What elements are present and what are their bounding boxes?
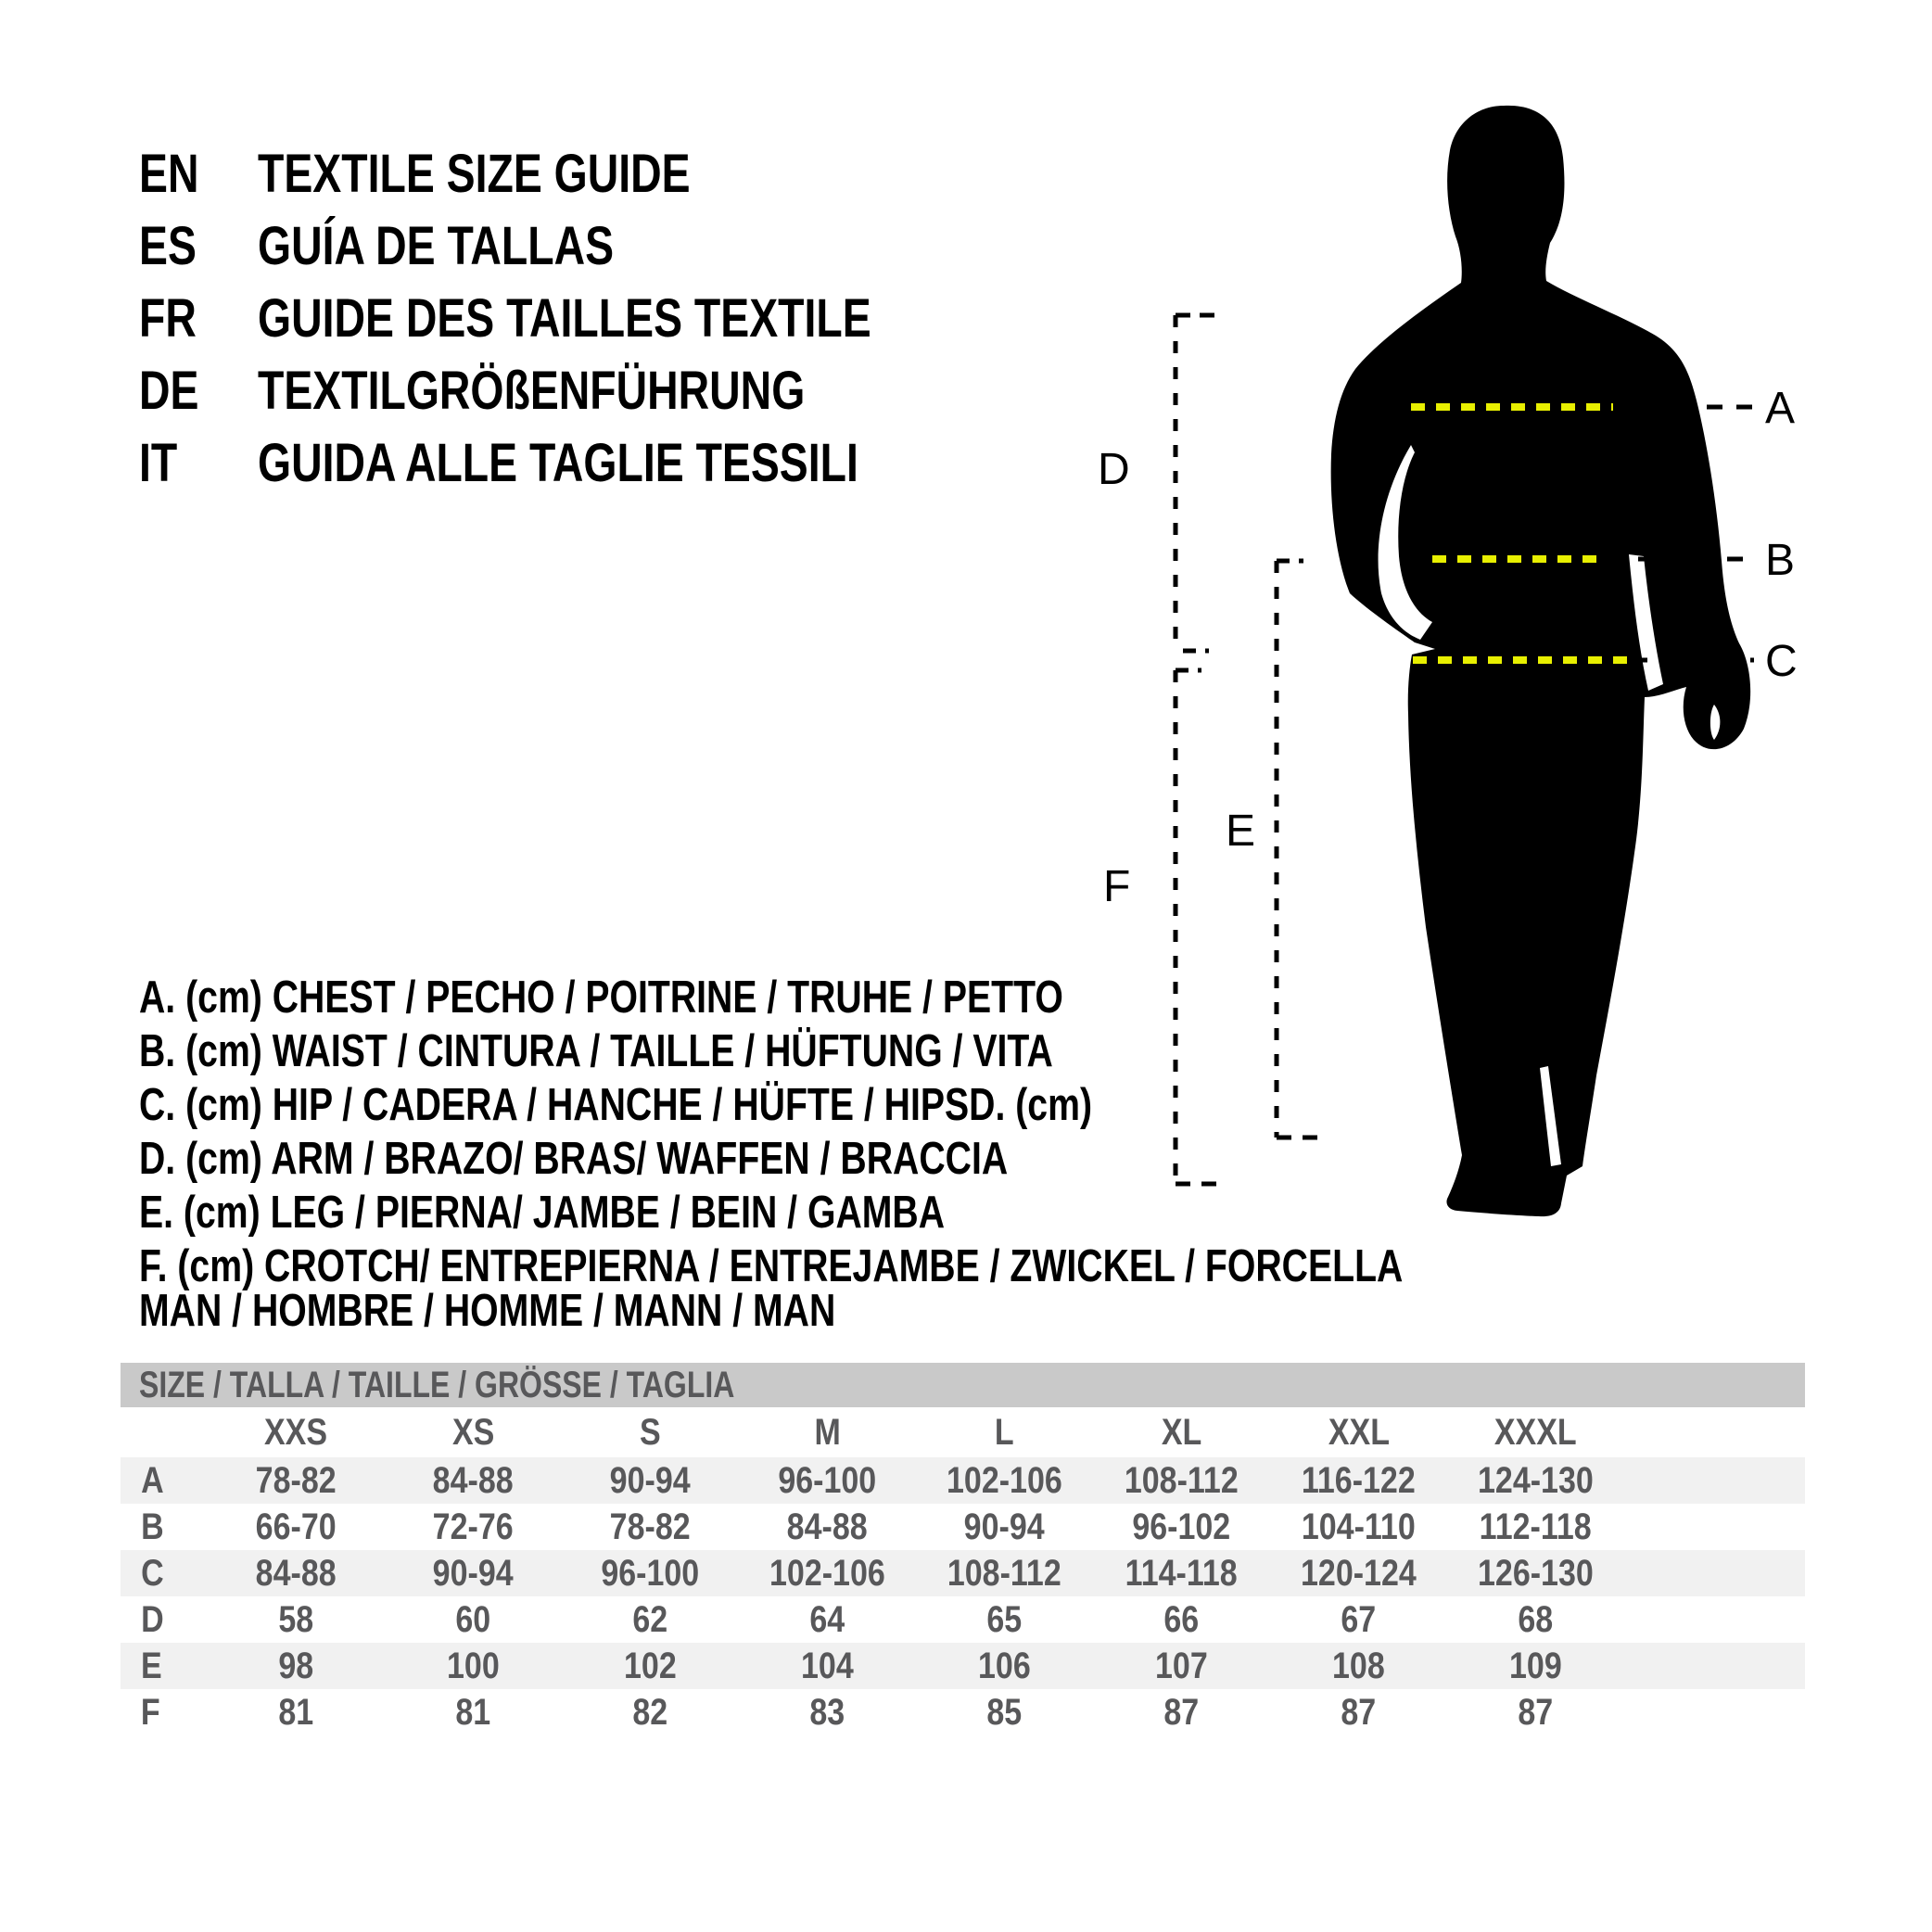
- value-text: 81: [455, 1691, 491, 1733]
- size-column-header-text: XXS: [264, 1411, 328, 1453]
- legend-line: [139, 1024, 1719, 1078]
- value-cell: [1270, 1553, 1447, 1595]
- value-cell: [1093, 1646, 1270, 1687]
- row-label: [121, 1506, 208, 1548]
- size-column-header-text: XXL: [1328, 1411, 1390, 1453]
- value-text: 98: [278, 1645, 314, 1686]
- measure-label-f: F: [1103, 862, 1131, 911]
- language-code: [139, 143, 258, 205]
- legend-line-text: E. (cm) LEG / PIERNA/ JAMBE / BEIN / GAMBA: [139, 1188, 946, 1238]
- size-table: [121, 1363, 1805, 1735]
- value-cell: [916, 1506, 1093, 1548]
- value-cell: [1270, 1460, 1447, 1502]
- language-title-text: GUIDE DES TAILLES TEXTILE: [258, 287, 871, 349]
- size-column-header-text: XL: [1161, 1411, 1202, 1453]
- row-label-text: B: [141, 1506, 164, 1547]
- row-label-text: C: [141, 1552, 164, 1594]
- value-cell: [385, 1506, 562, 1548]
- value-text: 106: [978, 1645, 1031, 1686]
- legend-line: [139, 1132, 1719, 1186]
- value-cell: [1447, 1506, 1624, 1548]
- value-cell: [916, 1692, 1093, 1734]
- value-cell: [208, 1599, 385, 1641]
- value-text: 96-100: [778, 1459, 877, 1501]
- size-column-header-text: S: [640, 1411, 661, 1453]
- size-table-title: SIZE / TALLA / TAILLE / GRÖSSE / TAGLIA: [139, 1364, 735, 1405]
- value-cell: [562, 1646, 739, 1687]
- value-text: 124-130: [1478, 1459, 1594, 1501]
- category-line: [139, 1284, 1010, 1338]
- value-cell: [385, 1460, 562, 1502]
- value-cell: [739, 1646, 916, 1687]
- value-text: 107: [1155, 1645, 1208, 1686]
- value-text: 102: [624, 1645, 677, 1686]
- value-text: 87: [1518, 1691, 1554, 1733]
- measure-label-a: A: [1765, 384, 1796, 433]
- size-column-header: [1093, 1412, 1270, 1454]
- value-text: 100: [447, 1645, 500, 1686]
- value-cell: [562, 1553, 739, 1595]
- size-column-header: [385, 1412, 562, 1454]
- language-code: [139, 215, 258, 277]
- value-cell: [916, 1599, 1093, 1641]
- value-text: 58: [278, 1598, 314, 1640]
- size-column-header: [739, 1412, 916, 1454]
- value-cell: [916, 1646, 1093, 1687]
- language-title-text: TEXTILE SIZE GUIDE: [258, 143, 691, 204]
- language-title: [258, 432, 1009, 494]
- language-code-text: ES: [139, 215, 197, 276]
- legend-line-text: B. (cm) WAIST / CINTURA / TAILLE / HÜFTUNG / VITA: [139, 1026, 1053, 1076]
- value-cell: [385, 1553, 562, 1595]
- language-row: [139, 137, 1024, 210]
- value-cell: [1093, 1692, 1270, 1734]
- legend-line: [139, 1078, 1719, 1132]
- measurement-legend: [139, 971, 1719, 1293]
- table-row: [121, 1689, 1805, 1735]
- value-cell: [739, 1692, 916, 1734]
- size-column-header-text: M: [814, 1411, 841, 1453]
- table-row: [121, 1457, 1805, 1504]
- value-text: 109: [1509, 1645, 1562, 1686]
- legend-line-text: C. (cm) HIP / CADERA / HANCHE / HÜFTE / HIPSD. (cm): [139, 1080, 1093, 1130]
- row-label-text: D: [141, 1598, 164, 1640]
- value-text: 84-88: [256, 1552, 337, 1594]
- size-table-body: [121, 1407, 1805, 1735]
- row-label: [121, 1599, 208, 1641]
- language-row: [139, 354, 1024, 426]
- language-row: [139, 426, 1024, 499]
- legend-line: [139, 1186, 1719, 1239]
- language-title-text: GUIDA ALLE TAGLIE TESSILI: [258, 432, 858, 493]
- measure-label-c: C: [1765, 637, 1798, 686]
- legend-line-text: D. (cm) ARM / BRAZO/ BRAS/ WAFFEN / BRACCIA: [139, 1134, 1009, 1184]
- size-column-header: [916, 1412, 1093, 1454]
- value-cell: [562, 1599, 739, 1641]
- size-column-header-text: XXXL: [1494, 1411, 1577, 1453]
- value-text: 81: [278, 1691, 314, 1733]
- value-text: 104-110: [1302, 1506, 1416, 1547]
- value-text: 90-94: [433, 1552, 514, 1594]
- language-title: [258, 143, 798, 205]
- value-text: 85: [986, 1691, 1023, 1733]
- value-cell: [1093, 1599, 1270, 1641]
- table-row: [121, 1643, 1805, 1689]
- row-label-text: A: [141, 1459, 164, 1501]
- legend-line: [139, 971, 1719, 1024]
- value-cell: [1093, 1506, 1270, 1548]
- value-text: 96-102: [1132, 1506, 1231, 1547]
- value-text: 84-88: [433, 1459, 514, 1501]
- value-text: 96-100: [601, 1552, 700, 1594]
- value-cell: [1447, 1646, 1624, 1687]
- row-label: [121, 1692, 208, 1734]
- measure-label-b: B: [1765, 536, 1796, 585]
- value-cell: [739, 1460, 916, 1502]
- value-cell: [916, 1553, 1093, 1595]
- value-text: 108-112: [947, 1552, 1061, 1594]
- value-text: 112-118: [1479, 1506, 1593, 1547]
- value-cell: [916, 1460, 1093, 1502]
- value-cell: [385, 1692, 562, 1734]
- language-title-list: [139, 137, 1024, 499]
- value-text: 108-112: [1125, 1459, 1239, 1501]
- value-cell: [739, 1506, 916, 1548]
- value-text: 102-106: [947, 1459, 1062, 1501]
- row-label: [121, 1553, 208, 1595]
- language-code-text: DE: [139, 360, 199, 421]
- value-cell: [1270, 1692, 1447, 1734]
- value-text: 65: [986, 1598, 1023, 1640]
- measure-label-e: E: [1226, 807, 1256, 856]
- language-code-text: EN: [139, 143, 199, 204]
- language-code-text: IT: [139, 432, 178, 493]
- language-code: [139, 287, 258, 350]
- value-cell: [1270, 1646, 1447, 1687]
- row-label: [121, 1646, 208, 1687]
- value-cell: [1447, 1460, 1624, 1502]
- value-text: 87: [1341, 1691, 1377, 1733]
- value-text: 126-130: [1478, 1552, 1594, 1594]
- value-text: 82: [632, 1691, 668, 1733]
- value-text: 67: [1341, 1598, 1377, 1640]
- measure-label-d: D: [1098, 445, 1130, 494]
- language-code-text: FR: [139, 287, 197, 349]
- value-cell: [1447, 1692, 1624, 1734]
- size-column-header: [208, 1412, 385, 1454]
- value-text: 78-82: [610, 1506, 691, 1547]
- value-text: 62: [632, 1598, 668, 1640]
- legend-line-text: F. (cm) CROTCH/ ENTREPIERNA / ENTREJAMBE / ZWICKEL / FORCELLA: [139, 1241, 1404, 1291]
- size-column-header: [562, 1412, 739, 1454]
- value-cell: [208, 1692, 385, 1734]
- size-column-header: [1270, 1412, 1447, 1454]
- value-text: 90-94: [610, 1459, 691, 1501]
- value-text: 87: [1163, 1691, 1200, 1733]
- row-label-text: F: [140, 1691, 160, 1733]
- value-text: 84-88: [787, 1506, 868, 1547]
- language-title-text: TEXTILGRÖßENFÜHRUNG: [258, 360, 806, 421]
- value-cell: [1270, 1506, 1447, 1548]
- value-cell: [562, 1460, 739, 1502]
- value-cell: [562, 1692, 739, 1734]
- language-row: [139, 282, 1024, 354]
- language-title: [258, 287, 1024, 350]
- value-cell: [385, 1646, 562, 1687]
- value-text: 72-76: [433, 1506, 514, 1547]
- table-row: [121, 1504, 1805, 1550]
- value-text: 60: [455, 1598, 491, 1640]
- value-cell: [208, 1553, 385, 1595]
- row-label: [121, 1460, 208, 1502]
- language-title: [258, 360, 942, 422]
- value-cell: [1093, 1460, 1270, 1502]
- row-label-text: E: [141, 1645, 162, 1686]
- value-cell: [1447, 1553, 1624, 1595]
- value-text: 66-70: [256, 1506, 337, 1547]
- language-row: [139, 210, 1024, 282]
- value-cell: [739, 1599, 916, 1641]
- value-text: 120-124: [1301, 1552, 1417, 1594]
- value-cell: [1270, 1599, 1447, 1641]
- language-code: [139, 360, 258, 422]
- value-text: 78-82: [256, 1459, 337, 1501]
- language-code: [139, 432, 258, 494]
- value-text: 66: [1163, 1598, 1200, 1640]
- value-cell: [739, 1553, 916, 1595]
- value-text: 90-94: [964, 1506, 1045, 1547]
- size-table-title-band: [121, 1363, 1805, 1407]
- value-cell: [208, 1460, 385, 1502]
- category-line-text: MAN / HOMBRE / HOMME / MANN / MAN: [139, 1286, 836, 1336]
- size-header-row: [121, 1407, 1805, 1457]
- value-cell: [385, 1599, 562, 1641]
- value-cell: [1447, 1599, 1624, 1641]
- value-cell: [208, 1646, 385, 1687]
- value-text: 108: [1332, 1645, 1385, 1686]
- language-title-text: GUÍA DE TALLAS: [258, 215, 615, 276]
- table-row: [121, 1596, 1805, 1643]
- value-text: 64: [809, 1598, 845, 1640]
- value-text: 116-122: [1302, 1459, 1416, 1501]
- size-column-header: [1447, 1412, 1624, 1454]
- language-title: [258, 215, 703, 277]
- value-text: 68: [1518, 1598, 1554, 1640]
- size-column-header-text: XS: [451, 1411, 495, 1453]
- value-cell: [1093, 1553, 1270, 1595]
- value-text: 83: [809, 1691, 845, 1733]
- value-cell: [562, 1506, 739, 1548]
- legend-line-text: A. (cm) CHEST / PECHO / POITRINE / TRUHE / PETTO: [139, 972, 1063, 1023]
- table-row: [121, 1550, 1805, 1596]
- value-text: 114-118: [1125, 1552, 1239, 1594]
- value-text: 102-106: [769, 1552, 885, 1594]
- size-column-header-text: L: [995, 1411, 1014, 1453]
- value-cell: [208, 1506, 385, 1548]
- value-text: 104: [801, 1645, 854, 1686]
